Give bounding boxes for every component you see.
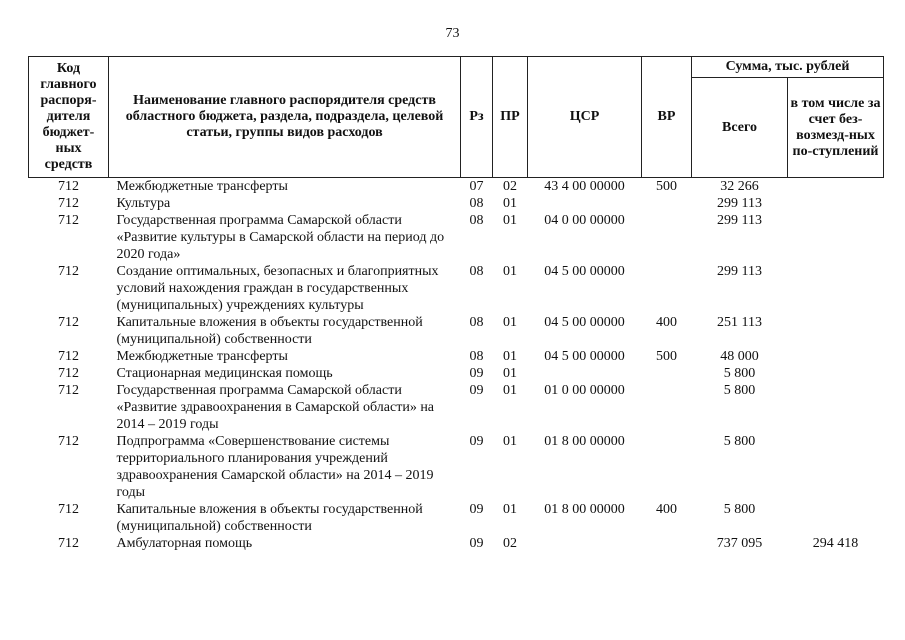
- cell-total: 32 266: [720, 179, 759, 194]
- header-csr: ЦСР: [528, 57, 642, 178]
- cell-total: 5 800: [723, 383, 756, 398]
- cell-name: Государственная программа Самарской области «Развитие культуры в Самарской области на период до 2020 года»: [116, 213, 445, 262]
- cell-pr: 01: [503, 196, 517, 211]
- cell-vr: 400: [656, 315, 677, 330]
- cell-rz: 08: [469, 315, 484, 330]
- cell-pr: 01: [503, 383, 517, 398]
- cell-vr: [642, 433, 692, 501]
- cell-total: 5 800: [723, 366, 756, 381]
- cell-rz: 08: [469, 213, 484, 228]
- cell-rz: 09: [469, 366, 484, 381]
- cell-total: 5 800: [723, 502, 756, 517]
- cell-incl: [788, 348, 884, 365]
- cell-vr: [642, 263, 692, 314]
- cell-vr: [642, 365, 692, 382]
- table-body: [29, 178, 884, 553]
- cell-name: Культура: [116, 196, 171, 211]
- cell-incl: [788, 178, 884, 196]
- header-total: Всего: [692, 78, 788, 178]
- cell-csr: 01 8 00 00000: [544, 434, 625, 449]
- header-vr: ВР: [642, 57, 692, 178]
- cell-code: 712: [58, 349, 79, 364]
- cell-rz: 08: [469, 196, 484, 211]
- header-sum: Сумма, тыс. рублей: [692, 57, 884, 78]
- cell-incl: [788, 195, 884, 212]
- cell-vr: [642, 195, 692, 212]
- table-row: [29, 263, 884, 314]
- cell-csr: [528, 365, 642, 382]
- cell-rz: 09: [469, 536, 484, 551]
- cell-vr: 500: [656, 349, 677, 364]
- cell-total: 251 113: [717, 315, 762, 330]
- cell-pr: 01: [503, 315, 517, 330]
- cell-code: 712: [58, 213, 79, 228]
- cell-code: 712: [58, 179, 79, 194]
- cell-total: 299 113: [717, 196, 762, 211]
- cell-name: Межбюджетные трансферты: [116, 179, 288, 194]
- cell-pr: 01: [503, 366, 517, 381]
- cell-code: 712: [58, 383, 79, 398]
- table-header: [29, 57, 884, 178]
- cell-name: Государственная программа Самарской области «Развитие здравоохранения в Самарской области» на 2014 – 2019 годы: [116, 383, 435, 432]
- cell-pr: 01: [503, 213, 517, 228]
- cell-name: Амбулаторная помощь: [116, 536, 253, 551]
- cell-rz: 09: [469, 434, 484, 449]
- cell-incl: [788, 314, 884, 348]
- table-row: [29, 433, 884, 501]
- header-pr: ПР: [493, 57, 528, 178]
- cell-rz: 08: [469, 264, 484, 279]
- cell-total: 5 800: [723, 434, 756, 449]
- cell-csr: [528, 535, 642, 552]
- header-incl: в том числе за счет без-возмезд-ных по-ступлений: [788, 78, 884, 178]
- cell-name: Подпрограмма «Совершенствование системы территориального планирования учреждений здравоохранения Самарской области» на 2014 – 2019 годы: [116, 434, 434, 500]
- budget-table: [28, 56, 884, 552]
- table-row: [29, 314, 884, 348]
- cell-name: Капитальные вложения в объекты государственной (муниципальной) собственности: [116, 502, 423, 534]
- cell-total: 299 113: [717, 213, 762, 228]
- cell-incl: [788, 212, 884, 263]
- cell-code: 712: [58, 366, 79, 381]
- cell-vr: [642, 212, 692, 263]
- cell-code: 712: [58, 536, 79, 551]
- cell-code: 712: [58, 196, 79, 211]
- cell-total: 737 095: [716, 536, 763, 551]
- page-number: 73: [445, 26, 460, 41]
- header-name: Наименование главного распорядителя средств областного бюджета, раздела, подраздела, целевой статьи, группы видов расходов: [109, 57, 461, 178]
- table-row: [29, 195, 884, 212]
- table-row: [29, 365, 884, 382]
- table-row: [29, 501, 884, 535]
- table-row: [29, 382, 884, 433]
- cell-name: Создание оптимальных, безопасных и благоприятных условий нахождения граждан в государственных (муниципальных) учреждениях культуры: [116, 264, 439, 313]
- cell-csr: 04 5 00 00000: [544, 264, 625, 279]
- cell-incl: [788, 382, 884, 433]
- cell-incl: [788, 433, 884, 501]
- cell-code: 712: [58, 315, 79, 330]
- header-code: Код главного распоря-дителя бюджет-ных средств: [29, 57, 109, 178]
- cell-total: 299 113: [717, 264, 762, 279]
- cell-pr: 01: [503, 434, 517, 449]
- cell-vr: [642, 535, 692, 552]
- cell-rz: 08: [469, 349, 484, 364]
- cell-pr: 02: [503, 179, 517, 194]
- cell-pr: 02: [503, 536, 517, 551]
- cell-incl: 294 418: [812, 536, 859, 551]
- cell-name: Межбюджетные трансферты: [116, 349, 288, 364]
- cell-name: Стационарная медицинская помощь: [116, 366, 333, 381]
- cell-incl: [788, 501, 884, 535]
- cell-csr: 04 5 00 00000: [544, 315, 625, 330]
- cell-csr: 04 5 00 00000: [544, 349, 625, 364]
- cell-vr: 400: [656, 502, 677, 517]
- cell-csr: 01 0 00 00000: [544, 383, 625, 398]
- cell-incl: [788, 365, 884, 382]
- cell-name: Капитальные вложения в объекты государственной (муниципальной) собственности: [116, 315, 423, 347]
- cell-csr: 43 4 00 00000: [544, 179, 625, 194]
- table-row: [29, 535, 884, 552]
- cell-code: 712: [58, 434, 79, 449]
- cell-vr: 500: [656, 179, 677, 194]
- cell-incl: [788, 263, 884, 314]
- table-row: [29, 178, 884, 196]
- table-row: [29, 348, 884, 365]
- cell-rz: 09: [469, 502, 484, 517]
- cell-csr: 01 8 00 00000: [544, 502, 625, 517]
- cell-rz: 07: [469, 179, 484, 194]
- header-rz: Рз: [461, 57, 493, 178]
- cell-csr: 04 0 00 00000: [544, 213, 625, 228]
- cell-code: 712: [58, 502, 79, 517]
- cell-pr: 01: [503, 349, 517, 364]
- cell-csr: [528, 195, 642, 212]
- cell-code: 712: [58, 264, 79, 279]
- cell-pr: 01: [503, 502, 517, 517]
- cell-pr: 01: [503, 264, 517, 279]
- cell-vr: [642, 382, 692, 433]
- cell-total: 48 000: [720, 349, 759, 364]
- table-row: [29, 212, 884, 263]
- cell-rz: 09: [469, 383, 484, 398]
